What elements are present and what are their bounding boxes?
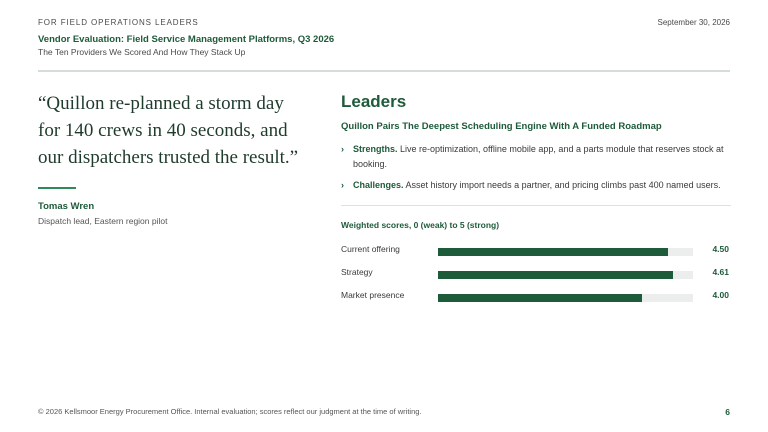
scores-title: Weighted scores, 0 (weak) to 5 (strong) (341, 220, 500, 230)
bullet-text: Asset history import needs a partner, and pricing climbs past 400 named users. (403, 180, 721, 190)
bullet-content (353, 142, 731, 172)
score-value: 4.00 (712, 290, 729, 300)
quote-accent-rule (38, 187, 76, 189)
document-subtitle: The Ten Providers We Scored And How They Stack Up (38, 47, 246, 57)
eyebrow-label: FOR FIELD OPERATIONS LEADERS (38, 18, 199, 27)
list-item (341, 178, 731, 193)
score-track (438, 248, 693, 256)
report-date: September 30, 2026 (657, 18, 730, 27)
score-label: Current offering (341, 244, 400, 254)
score-bar (438, 271, 673, 279)
score-bars (341, 240, 731, 307)
score-value: 4.50 (712, 244, 729, 254)
chevron-right-icon: › (341, 144, 344, 154)
page-footer (38, 407, 730, 416)
page-number: 6 (725, 407, 730, 417)
score-track (438, 271, 693, 279)
score-row (341, 240, 731, 261)
vendor-summary (341, 92, 731, 307)
score-row (341, 286, 731, 307)
quote-panel (38, 90, 308, 226)
footer-note: © 2026 Kellsmoor Energy Procurement Office. Internal evaluation; scores reflect our judgment at the time of writing. (38, 407, 422, 416)
bullet-content (353, 178, 721, 193)
bullet-label: Challenges. (353, 180, 404, 190)
quote-author-role: Dispatch lead, Eastern region pilot (38, 216, 168, 226)
section-divider (341, 205, 731, 206)
score-track (438, 294, 693, 302)
section-title: Leaders (341, 92, 407, 111)
section-subtitle: Quillon Pairs The Deepest Scheduling Engine With A Funded Roadmap (341, 121, 662, 132)
header-divider (38, 70, 730, 72)
score-label: Market presence (341, 290, 405, 300)
document-title: Vendor Evaluation: Field Service Management Platforms, Q3 2026 (38, 34, 335, 45)
bullet-label: Strengths. (353, 144, 398, 154)
score-bar (438, 294, 642, 302)
score-value: 4.61 (712, 267, 729, 277)
chevron-right-icon: › (341, 180, 344, 190)
assessment-list (341, 142, 731, 193)
pull-quote: “Quillon re-planned a storm day for 140 crews in 40 seconds, and our dispatchers trusted the result.” (38, 93, 299, 168)
page-header (38, 18, 730, 57)
list-item (341, 142, 731, 172)
score-row (341, 263, 731, 284)
score-label: Strategy (341, 267, 373, 277)
score-bar (438, 248, 668, 256)
bullet-text: Live re-optimization, offline mobile app, and a parts module that reserves stock at booking. (353, 144, 724, 169)
quote-author: Tomas Wren (38, 201, 95, 212)
